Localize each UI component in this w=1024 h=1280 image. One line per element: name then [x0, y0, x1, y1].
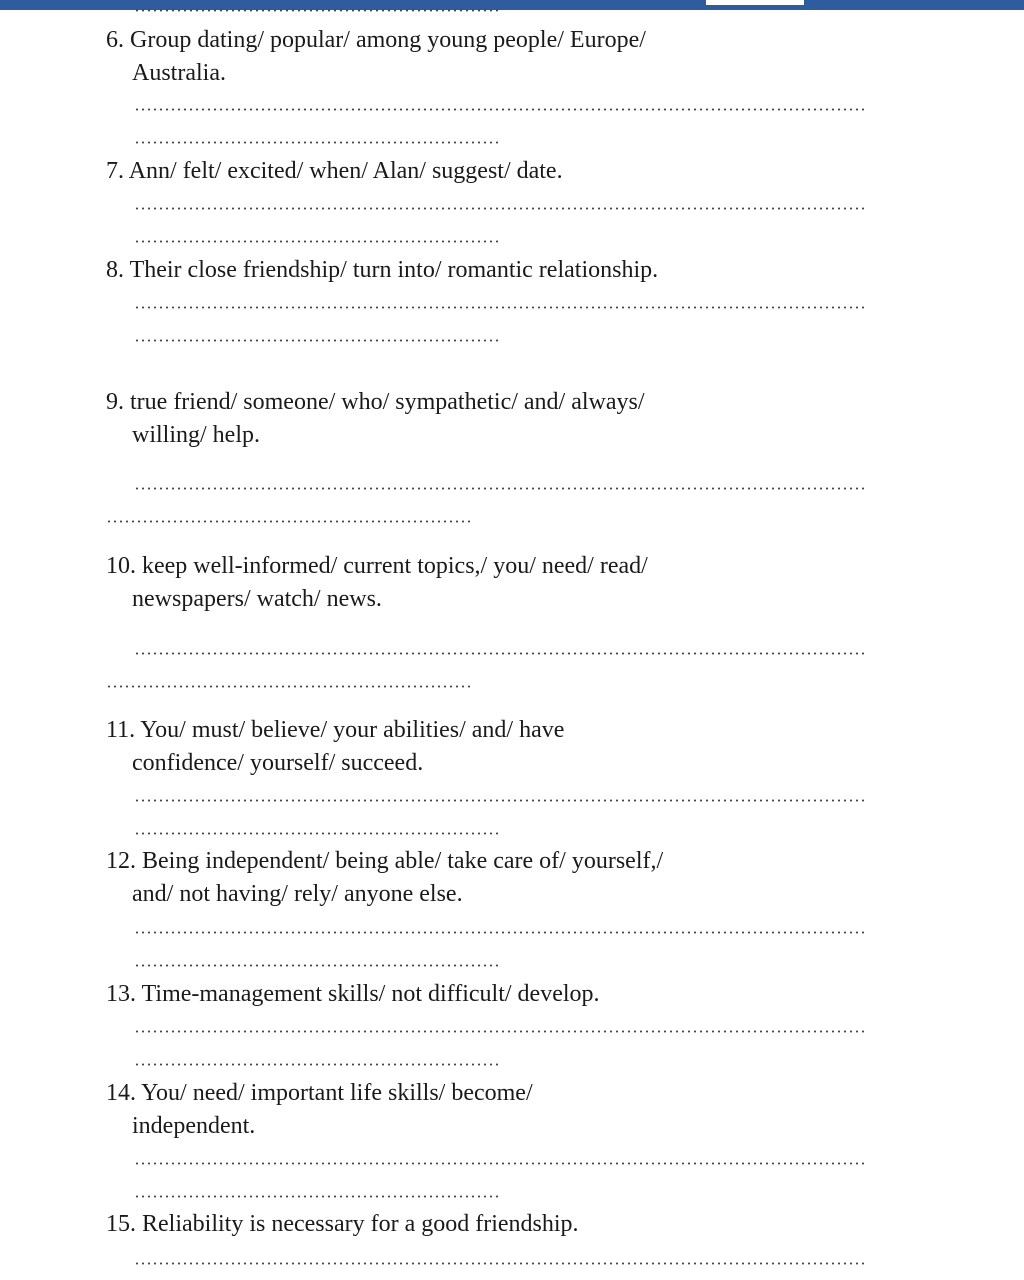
- answer-line[interactable]: [106, 685, 470, 688]
- answer-line[interactable]: [134, 832, 498, 835]
- answer-line[interactable]: [134, 339, 498, 342]
- answer-line[interactable]: [106, 520, 470, 523]
- answer-line[interactable]: [134, 306, 866, 309]
- item-10-line-1: 10. keep well-informed/ current topics,/ you/ need/ read/: [106, 553, 648, 579]
- answer-line[interactable]: [134, 1030, 866, 1033]
- answer-line[interactable]: [134, 1162, 866, 1165]
- answer-line[interactable]: [134, 141, 498, 144]
- item-13-line-1: 13. Time-management skills/ not difficult/ develop.: [106, 981, 600, 1007]
- answer-line[interactable]: [134, 487, 866, 490]
- answer-line[interactable]: [134, 207, 866, 210]
- item-14-line-2: independent.: [132, 1113, 256, 1139]
- answer-line: [134, 9, 498, 12]
- answer-line[interactable]: [134, 799, 866, 802]
- item-7-line-1: 7. Ann/ felt/ excited/ when/ Alan/ suggest/ date.: [106, 158, 563, 184]
- answer-line[interactable]: [134, 1063, 498, 1066]
- item-6-line-2: Australia.: [132, 60, 226, 86]
- answer-line[interactable]: [134, 240, 498, 243]
- item-8-line-1: 8. Their close friendship/ turn into/ romantic relationship.: [106, 257, 659, 283]
- item-11-line-1: 11. You/ must/ believe/ your abilities/ and/ have: [106, 717, 565, 743]
- item-9-line-1: 9. true friend/ someone/ who/ sympathetic/ and/ always/: [106, 389, 645, 415]
- item-9-line-2: willing/ help.: [132, 422, 260, 448]
- top-bar-tab: [706, 0, 804, 5]
- answer-line[interactable]: [134, 652, 866, 655]
- item-15-line-1: 15. Reliability is necessary for a good friendship.: [106, 1211, 579, 1237]
- item-12-line-1: 12. Being independent/ being able/ take care of/ yourself,/: [106, 848, 664, 874]
- item-12-line-2: and/ not having/ rely/ anyone else.: [132, 881, 463, 907]
- item-6-line-1: 6. Group dating/ popular/ among young people/ Europe/: [106, 27, 646, 53]
- answer-line[interactable]: [134, 108, 866, 111]
- answer-line[interactable]: [134, 1195, 498, 1198]
- answer-line[interactable]: [134, 964, 498, 967]
- answer-line[interactable]: [134, 1262, 866, 1265]
- item-14-line-1: 14. You/ need/ important life skills/ become/: [106, 1080, 533, 1106]
- item-10-line-2: newspapers/ watch/ news.: [132, 586, 382, 612]
- item-11-line-2: confidence/ yourself/ succeed.: [132, 750, 424, 776]
- answer-line[interactable]: [134, 931, 866, 934]
